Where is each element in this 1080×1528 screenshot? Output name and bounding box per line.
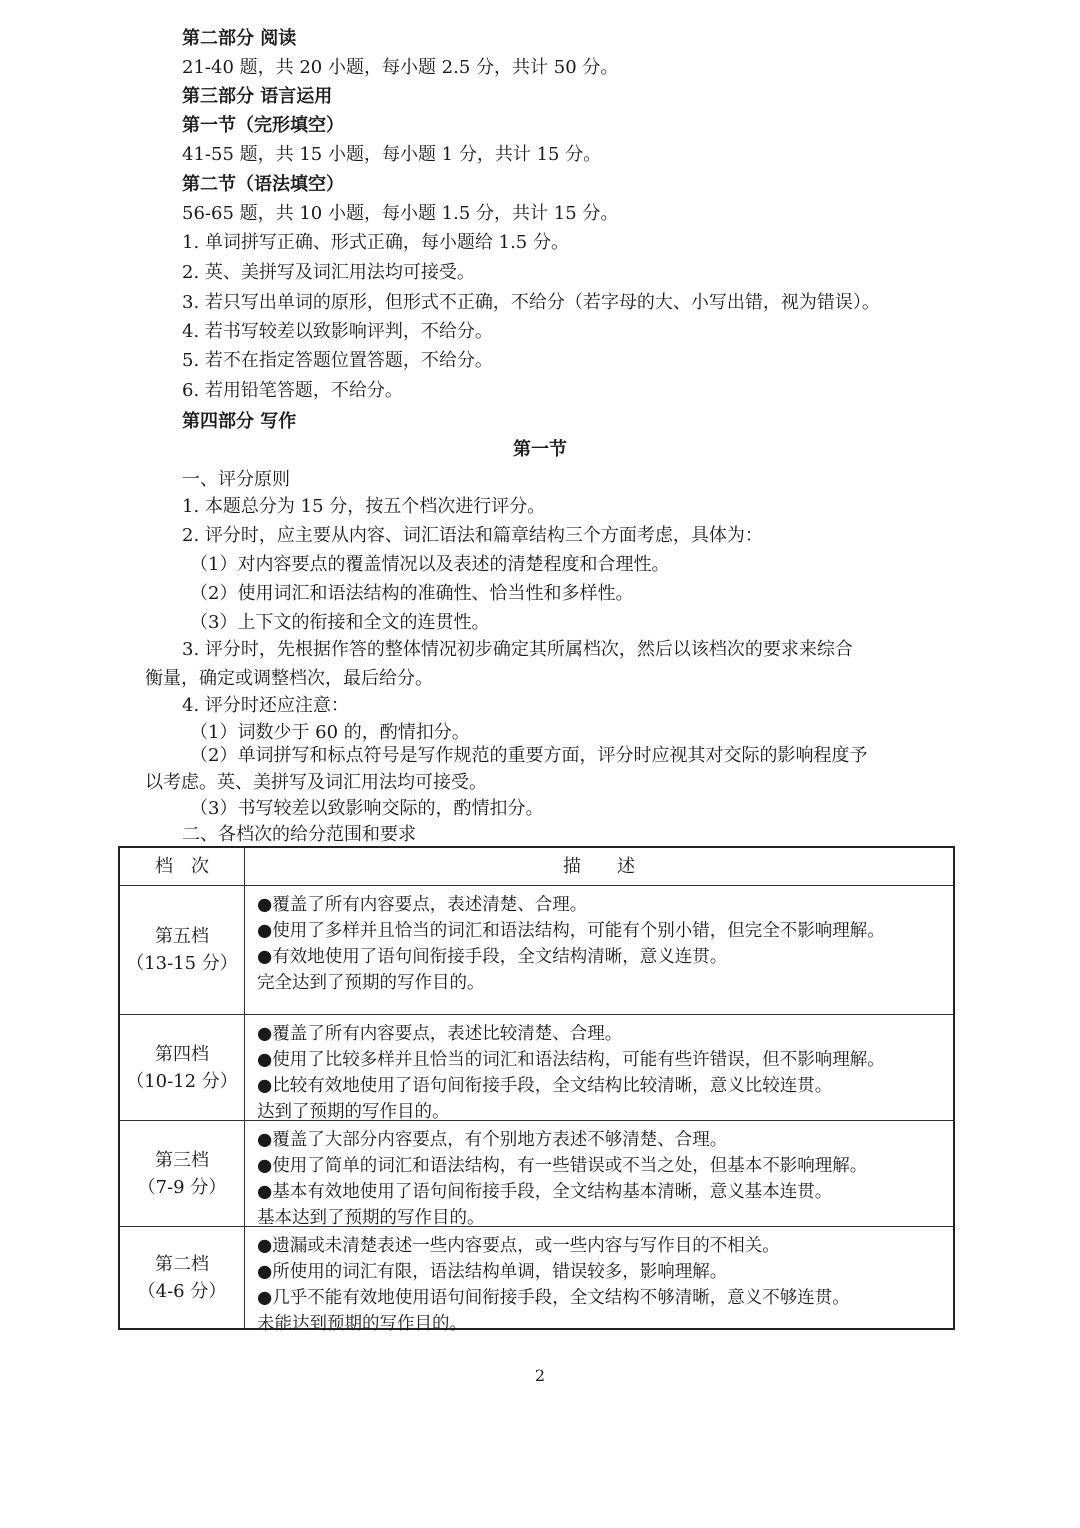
principle-4-item: （3）书写较差以致影响交际的，酌情扣分。 (190, 798, 544, 819)
part3-sec2-heading: 第二节（语法填空） (182, 174, 344, 195)
level-cell (120, 1227, 245, 1328)
levels-heading: 二、各档次的给分范围和要求 (182, 824, 416, 845)
level-description (245, 1015, 953, 1120)
principle-3-cont: 衡量，确定或调整档次，最后给分。 (145, 668, 433, 689)
level-description (245, 1121, 953, 1226)
table-header-level: 档 次 (120, 848, 245, 885)
part3-sec1-detail: 41-55 题，共 15 小题，每小题 1 分，共计 15 分。 (182, 144, 602, 165)
desc-line: ●几乎不能有效地使用语句间衔接手段，全文结构不够清晰，意义不够连贯。 (257, 1288, 850, 1308)
principle-4-item: （2）单词拼写和标点符号是写作规范的重要方面，评分时应视其对交际的影响程度予 (190, 745, 868, 766)
principle-3: 3. 评分时，先根据作答的整体情况初步确定其所属档次，然后以该档次的要求来综合 (182, 639, 853, 660)
desc-line: 达到了预期的写作目的。 (257, 1102, 450, 1122)
principle-1: 1. 本题总分为 15 分，按五个档次进行评分。 (182, 496, 546, 517)
desc-line: ●覆盖了所有内容要点，表述清楚、合理。 (257, 895, 588, 915)
level-name: 第三档 (155, 1149, 209, 1171)
level-range: （13-15 分） (126, 953, 238, 974)
section-title: 第一节 (513, 439, 567, 460)
desc-line: 未能达到预期的写作目的。 (257, 1314, 467, 1334)
desc-line: 完全达到了预期的写作目的。 (257, 973, 485, 993)
level-cell (120, 1015, 245, 1120)
desc-line: ●有效地使用了语句间衔接手段，全文结构清晰，意义连贯。 (257, 947, 728, 967)
grammar-rule: 3. 若只写出单词的原形，但形式不正确，不给分（若字母的大、小写出错，视为错误）。 (182, 292, 880, 313)
grading-table (118, 846, 955, 1334)
desc-line: ●使用了多样并且恰当的词汇和语法结构，可能有个别小错，但完全不影响理解。 (257, 921, 885, 941)
principle-2: 2. 评分时，应主要从内容、词汇语法和篇章结构三个方面考虑，具体为： (182, 525, 763, 546)
level-range: （7-9 分） (137, 1176, 227, 1198)
principle-2-item: （2）使用词汇和语法结构的准确性、恰当性和多样性。 (190, 583, 634, 604)
desc-line: 基本达到了预期的写作目的。 (257, 1208, 485, 1228)
part3-heading: 第三部分 语言运用 (182, 86, 333, 107)
level-cell (120, 1121, 245, 1226)
level-name: 第五档 (155, 926, 209, 947)
principle-2-item: （1）对内容要点的覆盖情况以及表述的清楚程度和合理性。 (190, 554, 670, 575)
level-description (245, 886, 953, 1014)
principle-4-item-cont: 以考虑。英、美拼写及词汇用法均可接受。 (145, 772, 487, 793)
part3-sec2-detail: 56-65 题，共 10 小题，每小题 1.5 分，共计 15 分。 (182, 203, 619, 224)
desc-line: ●遗漏或未清楚表述一些内容要点，或一些内容与写作目的不相关。 (257, 1236, 780, 1256)
grammar-rule: 2. 英、美拼写及词汇用法均可接受。 (182, 262, 475, 283)
page-number: 2 (534, 1366, 546, 1385)
desc-line: ●比较有效地使用了语句间衔接手段，全文结构比较清晰，意义比较连贯。 (257, 1076, 833, 1096)
level-range: （10-12 分） (126, 1070, 238, 1092)
principle-2-item: （3）上下文的衔接和全文的连贯性。 (190, 612, 490, 633)
principle-4: 4. 评分时还应注意： (182, 695, 349, 716)
part4-heading: 第四部分 写作 (182, 411, 297, 432)
desc-line: ●使用了简单的词汇和语法结构，有一些错误或不当之处，但基本不影响理解。 (257, 1156, 868, 1176)
desc-line: ●基本有效地使用了语句间衔接手段，全文结构基本清晰，意义基本连贯。 (257, 1182, 833, 1202)
grammar-rule: 6. 若用铅笔答题，不给分。 (182, 380, 403, 401)
principles-heading: 一、评分原则 (182, 469, 290, 490)
level-cell (120, 886, 245, 1014)
table-row (120, 1121, 953, 1227)
desc-line: ●所使用的词汇有限，语法结构单调，错误较多，影响理解。 (257, 1262, 728, 1282)
desc-line: ●覆盖了所有内容要点，表述比较清楚、合理。 (257, 1024, 623, 1044)
table-row (120, 1227, 953, 1334)
table-row (120, 886, 953, 1015)
level-name: 第二档 (155, 1253, 209, 1275)
table-row (120, 1015, 953, 1121)
grammar-rule: 4. 若书写较差以致影响评判，不给分。 (182, 321, 493, 342)
part2-heading: 第二部分 阅读 (182, 28, 297, 49)
level-range: （4-6 分） (137, 1280, 227, 1302)
table-header-row (120, 848, 953, 886)
grammar-rule: 1. 单词拼写正确、形式正确，每小题给 1.5 分。 (182, 232, 569, 253)
principle-4-item: （1）词数少于 60 的，酌情扣分。 (190, 722, 470, 743)
desc-line: ●使用了比较多样并且恰当的词汇和语法结构，可能有些许错误，但不影响理解。 (257, 1050, 885, 1070)
table-header-desc: 描 述 (563, 855, 635, 877)
part3-sec1-heading: 第一节（完形填空） (182, 115, 344, 136)
grammar-rule: 5. 若不在指定答题位置答题，不给分。 (182, 350, 493, 371)
part2-detail: 21-40 题，共 20 小题，每小题 2.5 分，共计 50 分。 (182, 57, 619, 78)
level-description (245, 1227, 953, 1334)
desc-line: ●覆盖了大部分内容要点，有个别地方表述不够清楚、合理。 (257, 1130, 728, 1150)
level-name: 第四档 (155, 1043, 209, 1065)
